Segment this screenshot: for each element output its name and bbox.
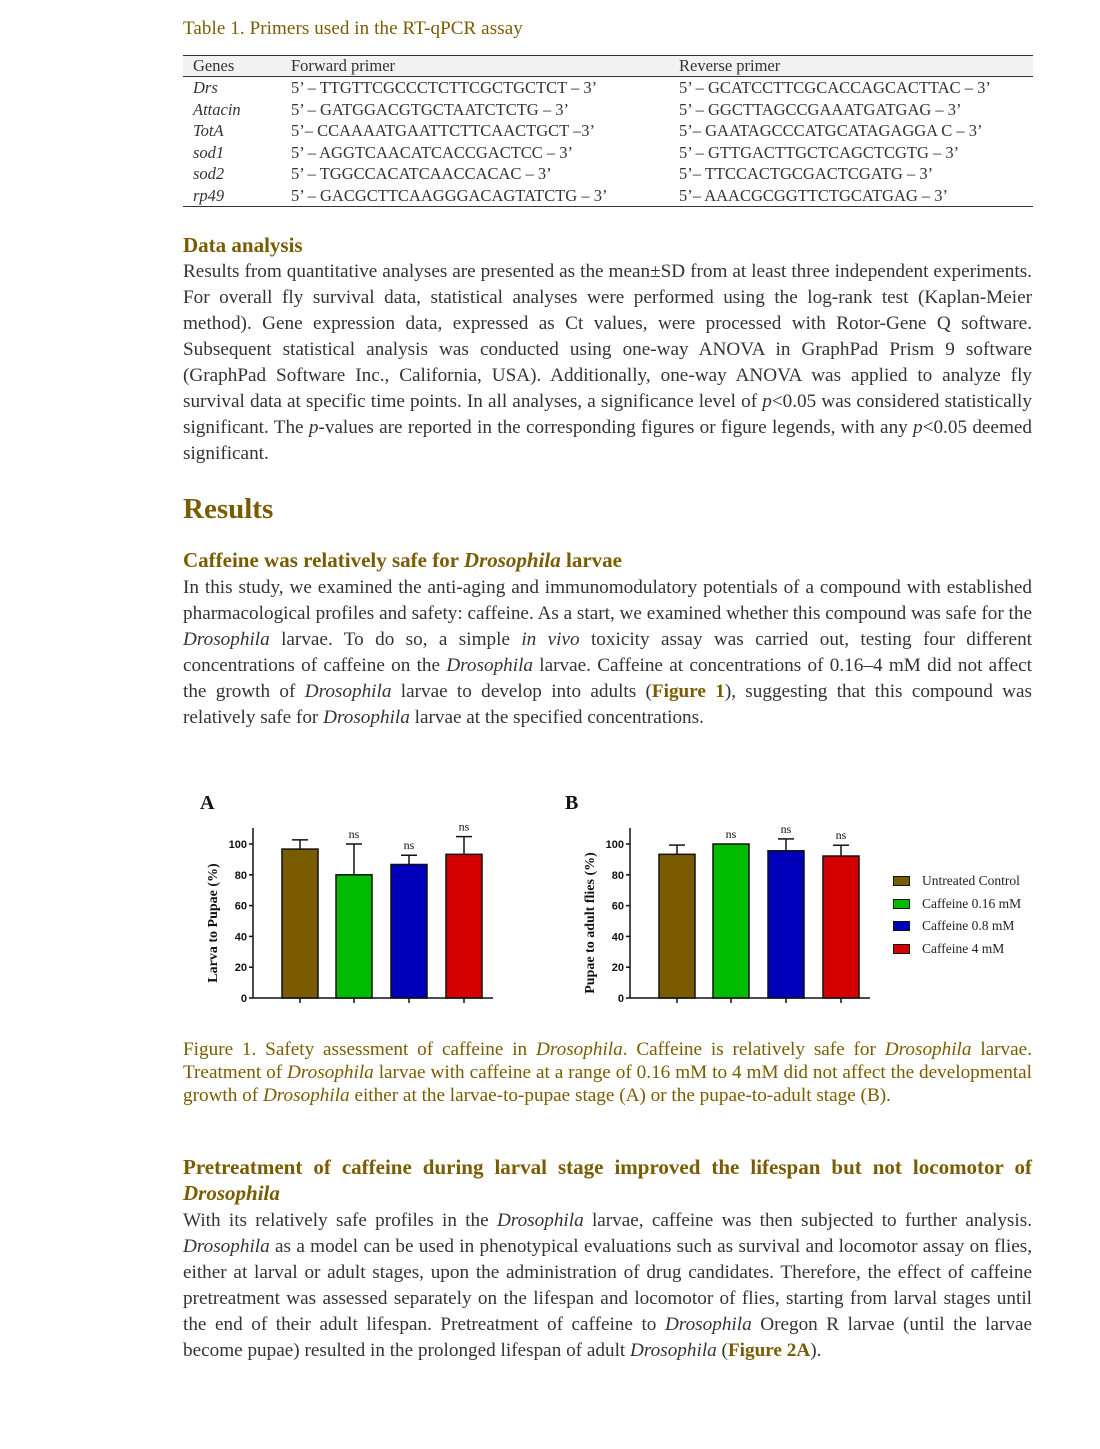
legend-swatch-icon [893, 944, 910, 954]
figure2a-link[interactable]: Figure 2A [727, 1340, 811, 1361]
table-header-row [183, 56, 1033, 77]
reverse-primer-cell: 5’– AAACGCGGTTCTGCATGAG – 3’ [679, 185, 949, 205]
y-tick-label: 60 [611, 900, 624, 913]
chart-legend [893, 870, 1021, 960]
table-row [183, 185, 1033, 207]
y-tick-label: 40 [611, 931, 624, 944]
section2-heading: Pretreatment of caffeine during larval stage improved the lifespan but not locomotor of Drosophila [183, 1155, 1032, 1205]
y-tick-label: 20 [611, 962, 624, 975]
header-reverse-primer: Reverse primer [679, 56, 781, 75]
gene-cell: sod1 [193, 142, 225, 162]
bar [282, 849, 318, 998]
bar [336, 875, 372, 998]
bar [391, 864, 427, 998]
bar [659, 854, 695, 998]
reverse-primer-cell: 5’ – GCATCCTTCGCACCAGCACTTAC – 3’ [679, 78, 991, 97]
reverse-primer-cell: 5’– GAATAGCCCATGCATAGAGGA C – 3’ [679, 121, 983, 140]
y-tick-label: 100 [605, 839, 624, 851]
y-tick-label: 80 [611, 869, 624, 882]
reverse-primer-cell: 5’– TTCCACTGCGACTCGATG – 3’ [679, 164, 934, 183]
forward-primer-cell: 5’ – GACGCTTCAAGGGACAGTATCTG – 3’ [291, 185, 608, 205]
significance-label: ns [780, 821, 792, 836]
legend-item [893, 893, 1021, 916]
forward-primer-cell: 5’– CCAAAATGAATTCTTCAACTGCT –3’ [291, 121, 596, 140]
section1-heading: Caffeine was relatively safe for Drosophila larvae [183, 548, 622, 572]
significance-label: ns [835, 828, 847, 843]
forward-primer-cell: 5’ – TGGCCACATCAACCACAC – 3’ [291, 164, 552, 183]
header-genes: Genes [193, 56, 235, 75]
y-tick-label: 100 [228, 839, 247, 851]
reverse-primer-cell: 5’ – GGCTTAGCCGAAATGATGAG – 3’ [679, 99, 962, 119]
significance-label: ns [458, 819, 470, 834]
figure1-caption: Figure 1. Safety assessment of caffeine in Drosophila. Caffeine is relatively safe for Drosophila larvae. Treatment of Drosophila larvae with caffeine at a range of 0.16 mM to 4 mM did not affect the developmental growth of Drosophila either at the larvae-to-pupae stage (A) or the pupae-to-adult stage (B). [183, 1039, 1032, 1106]
legend-item [893, 870, 1021, 893]
panel-a-label: A [200, 792, 215, 814]
legend-item [893, 938, 1021, 961]
forward-primer-cell: 5’ – GATGGACGTGCTAATCTCTG – 3’ [291, 99, 569, 119]
significance-label: ns [403, 838, 415, 853]
bar [446, 854, 482, 998]
gene-cell: TotA [193, 121, 224, 140]
section1-paragraph: In this study, we examined the anti-aging and immunomodulatory potentials of a compound with established pharmacological profiles and safety: caffeine. As a start, we examined whether this compound was safe for the Drosophila larvae. To do so, a simple in vivo toxicity assay was carried out, testing four different concentrations of caffeine on the Drosophila larvae. Caffeine at concentrations of 0.16–4 mM did not affect the growth of Drosophila larvae to develop into adults (Figure 1), suggesting that this compound was relatively safe for Drosophila larvae at the specified concentrations. [183, 577, 1033, 728]
significance-label: ns [725, 827, 737, 841]
results-heading: Results [183, 493, 274, 525]
bar [768, 851, 804, 998]
y-tick-label: 0 [617, 993, 624, 1005]
primers-table [183, 55, 1033, 207]
y-axis-label: Larva to Pupae (%) [206, 863, 221, 983]
y-tick-label: 40 [234, 931, 247, 944]
gene-cell: rp49 [193, 185, 225, 205]
table-row [183, 163, 1033, 185]
legend-swatch-icon [893, 876, 910, 886]
bar [713, 844, 749, 998]
legend-label: Caffeine 0.8 mM [922, 918, 1015, 934]
data-analysis-paragraph: Results from quantitative analyses are presented as the mean±SD from at least three independent experiments. For overall fly survival data, statistical analyses were performed using the log-rank test (Kaplan-Meier method). Gene expression data, expressed as Ct values, were processed with Rotor-Gene Q software. Subsequent statistical analysis was conducted using one-way ANOVA in GraphPad Prism 9 software (GraphPad Software Inc., California, USA). Additionally, one-way ANOVA was applied to analyze fly survival data at specific time points. In all analyses, a significance level of p<0.05 was considered statistically significant. The p-values are reported in the corresponding figures or figure legends, with any p<0.05 deemed significant. [183, 261, 1032, 464]
section2-paragraph: With its relatively safe profiles in the Drosophila larvae, caffeine was then subjected to further analysis. Drosophila as a model can be used in phenotypical evaluations such as survival and locomotor assay on flies, either at larval or adult stages, upon the administration of drug candidates. Therefore, the effect of caffeine pretreatment was assessed separately on the lifespan and locomotor of flies, starting from larval stages until the end of their adult lifespan. Pretreatment of caffeine to Drosophila Oregon R larvae (until the larvae become pupae) resulted in the prolonged lifespan of adult Drosophila (Figure 2A). [183, 1210, 1032, 1361]
significance-label: ns [348, 827, 360, 841]
legend-label: Untreated Control [922, 873, 1020, 889]
table-row [183, 142, 1033, 164]
table-row [183, 77, 1033, 99]
reverse-primer-cell: 5’ – GTTGACTTGCTCAGCTCGTG – 3’ [679, 142, 960, 162]
gene-cell: Drs [193, 78, 218, 97]
y-tick-label: 60 [234, 900, 247, 913]
data-analysis-heading: Data analysis [183, 233, 303, 257]
y-tick-label: 20 [234, 962, 247, 975]
chart-panel-b [572, 810, 872, 1010]
legend-item [893, 915, 1021, 938]
table-row [183, 99, 1033, 121]
header-forward-primer: Forward primer [291, 56, 396, 75]
table-caption: Table 1. Primers used in the RT-qPCR assay [183, 18, 523, 39]
gene-cell: Attacin [193, 99, 241, 119]
y-tick-label: 80 [234, 869, 247, 882]
table-row [183, 120, 1033, 142]
bar [823, 856, 859, 998]
gene-cell: sod2 [193, 164, 225, 183]
chart-panel-a [195, 810, 495, 1010]
legend-swatch-icon [893, 899, 910, 909]
legend-label: Caffeine 4 mM [922, 940, 1005, 956]
forward-primer-cell: 5’ – AGGTCAACATCACCGACTCC – 3’ [291, 142, 574, 162]
legend-swatch-icon [893, 921, 910, 931]
forward-primer-cell: 5’ – TTGTTCGCCCTCTTCGCTGCTCT – 3’ [291, 78, 598, 97]
panel-b-label: B [565, 792, 579, 814]
figure1-link[interactable]: Figure 1 [651, 681, 725, 702]
y-axis-label: Pupae to adult flies (%) [583, 852, 598, 994]
legend-label: Caffeine 0.16 mM [922, 895, 1022, 911]
y-tick-label: 0 [240, 993, 247, 1005]
